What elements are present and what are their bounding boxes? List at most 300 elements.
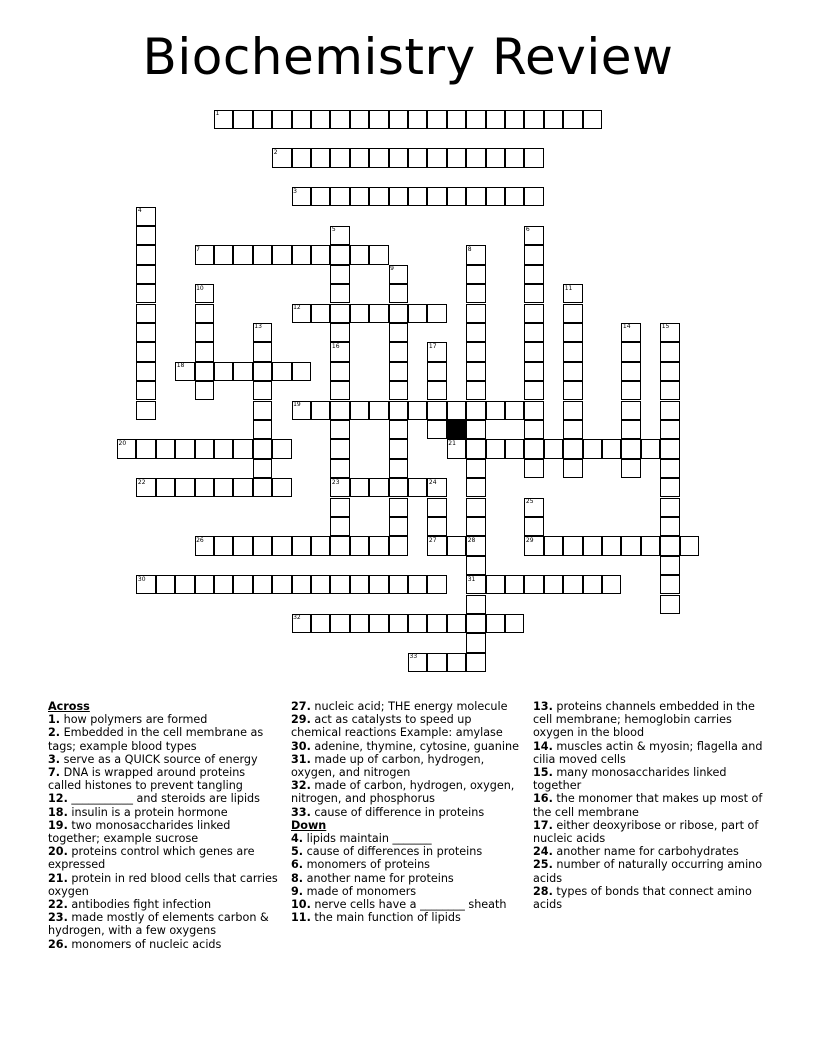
grid-cell[interactable]	[136, 226, 155, 245]
grid-cell[interactable]	[408, 304, 427, 323]
grid-cell[interactable]	[195, 381, 214, 400]
grid-cell[interactable]	[369, 575, 388, 594]
grid-cell[interactable]	[330, 420, 349, 439]
grid-cell[interactable]	[311, 304, 330, 323]
grid-cell[interactable]	[408, 401, 427, 420]
grid-cell[interactable]	[253, 459, 272, 478]
grid-cell[interactable]	[389, 381, 408, 400]
grid-cell[interactable]	[330, 536, 349, 555]
grid-cell[interactable]	[486, 439, 505, 458]
grid-cell[interactable]	[214, 362, 233, 381]
grid-cell[interactable]	[195, 284, 214, 303]
grid-cell[interactable]	[272, 110, 291, 129]
grid-cell[interactable]	[641, 439, 660, 458]
grid-cell[interactable]	[486, 401, 505, 420]
grid-cell[interactable]	[427, 614, 446, 633]
grid-cell[interactable]	[350, 401, 369, 420]
grid-cell[interactable]	[524, 362, 543, 381]
grid-cell[interactable]	[253, 342, 272, 361]
grid-cell[interactable]	[447, 148, 466, 167]
grid-cell[interactable]	[389, 439, 408, 458]
grid-cell[interactable]	[466, 342, 485, 361]
grid-cell[interactable]	[389, 420, 408, 439]
grid-cell[interactable]	[427, 304, 446, 323]
grid-cell[interactable]	[524, 110, 543, 129]
grid-cell[interactable]	[466, 614, 485, 633]
grid-cell[interactable]	[233, 478, 252, 497]
grid-cell[interactable]	[136, 245, 155, 264]
grid-cell[interactable]	[195, 342, 214, 361]
grid-cell[interactable]	[233, 245, 252, 264]
grid-cell[interactable]	[524, 420, 543, 439]
grid-cell[interactable]	[466, 401, 485, 420]
grid-cell[interactable]	[524, 284, 543, 303]
grid-cell[interactable]	[408, 148, 427, 167]
grid-cell[interactable]	[311, 187, 330, 206]
grid-cell[interactable]	[563, 304, 582, 323]
grid-cell[interactable]	[524, 342, 543, 361]
grid-cell[interactable]	[292, 575, 311, 594]
grid-cell[interactable]	[621, 362, 640, 381]
grid-cell[interactable]	[466, 439, 485, 458]
grid-cell[interactable]	[330, 245, 349, 264]
grid-cell[interactable]	[466, 595, 485, 614]
grid-cell[interactable]	[253, 536, 272, 555]
grid-cell[interactable]	[466, 381, 485, 400]
grid-cell[interactable]	[427, 342, 446, 361]
grid-cell[interactable]	[447, 536, 466, 555]
grid-cell[interactable]	[214, 110, 233, 129]
grid-cell[interactable]	[136, 323, 155, 342]
grid-cell[interactable]	[369, 401, 388, 420]
grid-cell[interactable]	[117, 439, 136, 458]
grid-cell[interactable]	[621, 420, 640, 439]
grid-cell[interactable]	[621, 381, 640, 400]
grid-cell[interactable]	[447, 401, 466, 420]
grid-cell[interactable]	[350, 575, 369, 594]
clue-number-label: 11.	[291, 911, 311, 925]
grid-cell[interactable]	[195, 245, 214, 264]
grid-cell[interactable]	[136, 439, 155, 458]
grid-cell[interactable]	[466, 498, 485, 517]
grid-cell[interactable]	[563, 323, 582, 342]
grid-cell[interactable]	[311, 575, 330, 594]
grid-cell[interactable]	[486, 614, 505, 633]
grid-cell[interactable]	[427, 362, 446, 381]
grid-cell[interactable]	[427, 517, 446, 536]
grid-cell[interactable]	[466, 633, 485, 652]
grid-cell[interactable]	[214, 245, 233, 264]
grid-cell[interactable]	[660, 420, 679, 439]
grid-cell[interactable]	[660, 362, 679, 381]
grid-cell[interactable]	[330, 381, 349, 400]
grid-cell[interactable]	[466, 148, 485, 167]
clue-text: proteins control which genes are expressed	[48, 845, 255, 872]
grid-cell[interactable]	[447, 439, 466, 458]
grid-cell[interactable]	[486, 187, 505, 206]
grid-cell[interactable]	[330, 459, 349, 478]
grid-cell[interactable]	[136, 304, 155, 323]
grid-cell[interactable]	[195, 439, 214, 458]
grid-cell[interactable]	[253, 439, 272, 458]
grid-cell[interactable]	[195, 575, 214, 594]
grid-cell[interactable]	[369, 478, 388, 497]
grid-cell[interactable]	[408, 653, 427, 672]
grid-cell[interactable]	[583, 110, 602, 129]
grid-cell[interactable]	[427, 536, 446, 555]
grid-cell[interactable]	[369, 536, 388, 555]
grid-cell[interactable]	[563, 439, 582, 458]
grid-cell[interactable]	[641, 536, 660, 555]
grid-cell[interactable]	[602, 439, 621, 458]
grid-cell[interactable]	[447, 614, 466, 633]
grid-cell[interactable]	[214, 478, 233, 497]
grid-cell[interactable]	[330, 323, 349, 342]
grid-cell[interactable]	[408, 187, 427, 206]
grid-cell[interactable]	[350, 614, 369, 633]
grid-cell[interactable]	[272, 536, 291, 555]
grid-cell[interactable]	[330, 439, 349, 458]
grid-cell[interactable]	[330, 187, 349, 206]
grid-cell[interactable]	[427, 110, 446, 129]
grid-cell[interactable]	[427, 187, 446, 206]
grid-cell[interactable]	[330, 148, 349, 167]
grid-cell[interactable]	[466, 478, 485, 497]
grid-cell[interactable]	[524, 401, 543, 420]
grid-cell[interactable]	[253, 575, 272, 594]
clue-number-label: 6.	[291, 858, 304, 872]
grid-cell[interactable]	[311, 401, 330, 420]
grid-cell[interactable]	[175, 362, 194, 381]
grid-cell[interactable]	[544, 575, 563, 594]
grid-cell[interactable]	[292, 245, 311, 264]
grid-cell[interactable]	[253, 245, 272, 264]
grid-cell[interactable]	[660, 381, 679, 400]
grid-cell[interactable]	[350, 110, 369, 129]
grid-cell[interactable]	[389, 110, 408, 129]
grid-cell[interactable]	[544, 536, 563, 555]
grid-cell[interactable]	[466, 304, 485, 323]
grid-cell[interactable]	[389, 265, 408, 284]
grid-cell[interactable]	[660, 556, 679, 575]
grid-cell[interactable]	[214, 536, 233, 555]
grid-cell[interactable]	[389, 459, 408, 478]
grid-cell[interactable]	[563, 381, 582, 400]
grid-cell[interactable]	[505, 187, 524, 206]
grid-cell[interactable]	[524, 245, 543, 264]
grid-cell[interactable]	[233, 110, 252, 129]
grid-cell[interactable]	[427, 420, 446, 439]
grid-cell[interactable]	[524, 517, 543, 536]
grid-cell[interactable]	[660, 575, 679, 594]
grid-cell[interactable]	[175, 575, 194, 594]
grid-cell[interactable]	[524, 381, 543, 400]
grid-cell[interactable]	[505, 575, 524, 594]
grid-cell[interactable]	[292, 148, 311, 167]
grid-cell[interactable]	[389, 187, 408, 206]
grid-cell[interactable]	[505, 614, 524, 633]
grid-cell[interactable]	[311, 148, 330, 167]
grid-cell[interactable]	[466, 187, 485, 206]
grid-cell[interactable]	[369, 304, 388, 323]
grid-cell[interactable]	[136, 207, 155, 226]
grid-cell[interactable]	[330, 614, 349, 633]
grid-cell[interactable]	[408, 614, 427, 633]
grid-cell[interactable]	[466, 575, 485, 594]
grid-cell[interactable]	[505, 401, 524, 420]
grid-cell[interactable]	[447, 187, 466, 206]
grid-cell[interactable]	[466, 362, 485, 381]
grid-cell[interactable]	[563, 284, 582, 303]
grid-cell[interactable]	[544, 110, 563, 129]
grid-cell[interactable]	[524, 323, 543, 342]
grid-cell[interactable]	[195, 304, 214, 323]
grid-cell[interactable]	[253, 381, 272, 400]
grid-cell[interactable]	[175, 478, 194, 497]
grid-cell[interactable]	[602, 575, 621, 594]
grid-cell[interactable]	[427, 653, 446, 672]
clue-item	[291, 898, 523, 911]
grid-cell[interactable]	[524, 575, 543, 594]
grid-cell[interactable]	[350, 245, 369, 264]
grid-cell[interactable]	[369, 148, 388, 167]
grid-cell[interactable]	[136, 265, 155, 284]
clue-text: either deoxyribose or ribose, part of nucleic acids	[533, 818, 759, 846]
grid-cell[interactable]	[350, 148, 369, 167]
grid-cell[interactable]	[486, 575, 505, 594]
grid-cell[interactable]	[660, 595, 679, 614]
grid-cell[interactable]	[292, 401, 311, 420]
grid-cell[interactable]	[427, 498, 446, 517]
grid-cell[interactable]	[253, 478, 272, 497]
grid-cell[interactable]	[136, 401, 155, 420]
grid-cell[interactable]	[389, 517, 408, 536]
grid-cell[interactable]	[466, 323, 485, 342]
grid-cell[interactable]	[330, 304, 349, 323]
grid-cell[interactable]	[466, 284, 485, 303]
grid-cell[interactable]	[233, 362, 252, 381]
grid-cell[interactable]	[408, 478, 427, 497]
grid-cell[interactable]	[427, 575, 446, 594]
grid-cell[interactable]	[330, 362, 349, 381]
grid-cell[interactable]	[563, 536, 582, 555]
grid-cell[interactable]	[369, 245, 388, 264]
grid-cell[interactable]	[660, 439, 679, 458]
grid-cell[interactable]	[330, 498, 349, 517]
grid-cell[interactable]	[233, 439, 252, 458]
grid-cell[interactable]	[311, 614, 330, 633]
grid-cell[interactable]	[195, 478, 214, 497]
grid-cell[interactable]	[505, 110, 524, 129]
grid-cell[interactable]	[272, 362, 291, 381]
grid-cell[interactable]	[369, 110, 388, 129]
grid-cell[interactable]	[136, 342, 155, 361]
grid-cell[interactable]	[272, 439, 291, 458]
grid-cell[interactable]	[350, 536, 369, 555]
grid-cell[interactable]	[621, 342, 640, 361]
grid-cell[interactable]	[389, 323, 408, 342]
grid-cell[interactable]	[292, 536, 311, 555]
grid-cell[interactable]	[136, 381, 155, 400]
grid-cell[interactable]	[505, 439, 524, 458]
grid-cell[interactable]	[330, 478, 349, 497]
clue-item	[48, 845, 280, 871]
grid-cell[interactable]	[427, 478, 446, 497]
grid-cell[interactable]	[427, 148, 446, 167]
grid-cell[interactable]	[524, 498, 543, 517]
grid-cell[interactable]	[524, 439, 543, 458]
grid-cell[interactable]	[330, 284, 349, 303]
clue-item	[48, 911, 280, 937]
grid-cell[interactable]	[544, 439, 563, 458]
grid-cell[interactable]	[292, 187, 311, 206]
grid-cell[interactable]	[621, 401, 640, 420]
grid-cell[interactable]	[583, 536, 602, 555]
grid-cell[interactable]	[583, 439, 602, 458]
grid-cell[interactable]	[369, 614, 388, 633]
grid-cell[interactable]	[389, 362, 408, 381]
grid-cell[interactable]	[136, 284, 155, 303]
grid-cell[interactable]	[524, 536, 543, 555]
grid-cell[interactable]	[524, 187, 543, 206]
grid-cell[interactable]	[389, 575, 408, 594]
grid-cell[interactable]	[195, 323, 214, 342]
grid-cell[interactable]	[292, 362, 311, 381]
grid-cell[interactable]	[389, 284, 408, 303]
grid-cell[interactable]	[389, 148, 408, 167]
grid-cell[interactable]	[233, 575, 252, 594]
grid-cell[interactable]	[272, 478, 291, 497]
grid-cell[interactable]	[330, 110, 349, 129]
grid-cell[interactable]	[660, 478, 679, 497]
grid-cell[interactable]	[563, 362, 582, 381]
grid-cell[interactable]	[466, 459, 485, 478]
grid-cell[interactable]	[350, 478, 369, 497]
grid-cell[interactable]	[466, 110, 485, 129]
grid-cell[interactable]	[389, 614, 408, 633]
grid-cell[interactable]	[136, 362, 155, 381]
grid-cell[interactable]	[330, 401, 349, 420]
grid-cell[interactable]	[156, 439, 175, 458]
grid-cell[interactable]	[447, 653, 466, 672]
grid-cell[interactable]	[524, 148, 543, 167]
grid-cell[interactable]	[466, 556, 485, 575]
grid-cell[interactable]	[602, 536, 621, 555]
grid-cell[interactable]	[136, 478, 155, 497]
grid-cell[interactable]	[563, 420, 582, 439]
grid-cell[interactable]	[466, 536, 485, 555]
grid-cell[interactable]	[389, 342, 408, 361]
grid-cell[interactable]	[330, 517, 349, 536]
grid-cell[interactable]	[389, 478, 408, 497]
grid-cell[interactable]	[311, 536, 330, 555]
grid-cell[interactable]	[660, 536, 679, 555]
grid-cell[interactable]	[292, 614, 311, 633]
grid-cell[interactable]	[330, 342, 349, 361]
grid-cell[interactable]	[233, 536, 252, 555]
grid-cell[interactable]	[466, 265, 485, 284]
grid-cell[interactable]	[350, 187, 369, 206]
grid-cell[interactable]	[156, 478, 175, 497]
grid-cell[interactable]	[486, 148, 505, 167]
grid-cell[interactable]	[660, 459, 679, 478]
grid-cell[interactable]	[563, 575, 582, 594]
grid-cell[interactable]	[330, 226, 349, 245]
grid-cell[interactable]	[583, 575, 602, 594]
grid-cell[interactable]	[524, 304, 543, 323]
grid-cell[interactable]	[563, 110, 582, 129]
grid-cell[interactable]	[253, 362, 272, 381]
grid-cell[interactable]	[253, 401, 272, 420]
grid-cell[interactable]	[369, 187, 388, 206]
grid-cell[interactable]	[660, 401, 679, 420]
grid-cell[interactable]	[621, 459, 640, 478]
grid-cell[interactable]	[660, 323, 679, 342]
grid-cell[interactable]	[292, 110, 311, 129]
grid-cell[interactable]	[486, 110, 505, 129]
grid-cell[interactable]	[311, 245, 330, 264]
grid-cell[interactable]	[466, 420, 485, 439]
grid-cell[interactable]	[466, 517, 485, 536]
grid-cell[interactable]	[427, 401, 446, 420]
grid-cell[interactable]	[389, 498, 408, 517]
grid-cell[interactable]	[466, 653, 485, 672]
grid-cell[interactable]	[253, 110, 272, 129]
grid-cell[interactable]	[389, 304, 408, 323]
grid-cell[interactable]	[680, 536, 699, 555]
grid-cell[interactable]	[505, 148, 524, 167]
grid-cell[interactable]	[427, 381, 446, 400]
grid-cell[interactable]	[563, 459, 582, 478]
grid-cell[interactable]	[253, 420, 272, 439]
grid-cell[interactable]	[408, 110, 427, 129]
grid-cell[interactable]	[214, 575, 233, 594]
grid-cell[interactable]	[214, 439, 233, 458]
grid-cell[interactable]	[621, 323, 640, 342]
grid-cell[interactable]	[136, 575, 155, 594]
grid-cell[interactable]	[524, 459, 543, 478]
grid-cell[interactable]	[272, 575, 291, 594]
grid-cell[interactable]	[253, 323, 272, 342]
grid-cell[interactable]	[330, 265, 349, 284]
grid-cell[interactable]	[524, 265, 543, 284]
grid-cell[interactable]	[447, 110, 466, 129]
grid-cell[interactable]	[660, 342, 679, 361]
grid-cell[interactable]	[156, 575, 175, 594]
grid-cell[interactable]	[563, 342, 582, 361]
grid-cell[interactable]	[272, 148, 291, 167]
grid-cell[interactable]	[563, 401, 582, 420]
grid-cell[interactable]	[660, 498, 679, 517]
grid-cell[interactable]	[292, 304, 311, 323]
grid-cell[interactable]	[621, 439, 640, 458]
grid-cell[interactable]	[330, 575, 349, 594]
grid-cell[interactable]	[350, 304, 369, 323]
grid-cell[interactable]	[311, 110, 330, 129]
grid-cell[interactable]	[524, 226, 543, 245]
grid-cell[interactable]	[195, 536, 214, 555]
grid-cell[interactable]	[621, 536, 640, 555]
grid-cell[interactable]	[660, 517, 679, 536]
grid-cell[interactable]	[195, 362, 214, 381]
down-heading: Down	[291, 818, 327, 832]
grid-cell[interactable]	[389, 536, 408, 555]
grid-cell[interactable]	[272, 245, 291, 264]
grid-cell[interactable]	[408, 575, 427, 594]
grid-cell[interactable]	[389, 401, 408, 420]
grid-cell[interactable]	[175, 439, 194, 458]
grid-cell[interactable]	[466, 245, 485, 264]
